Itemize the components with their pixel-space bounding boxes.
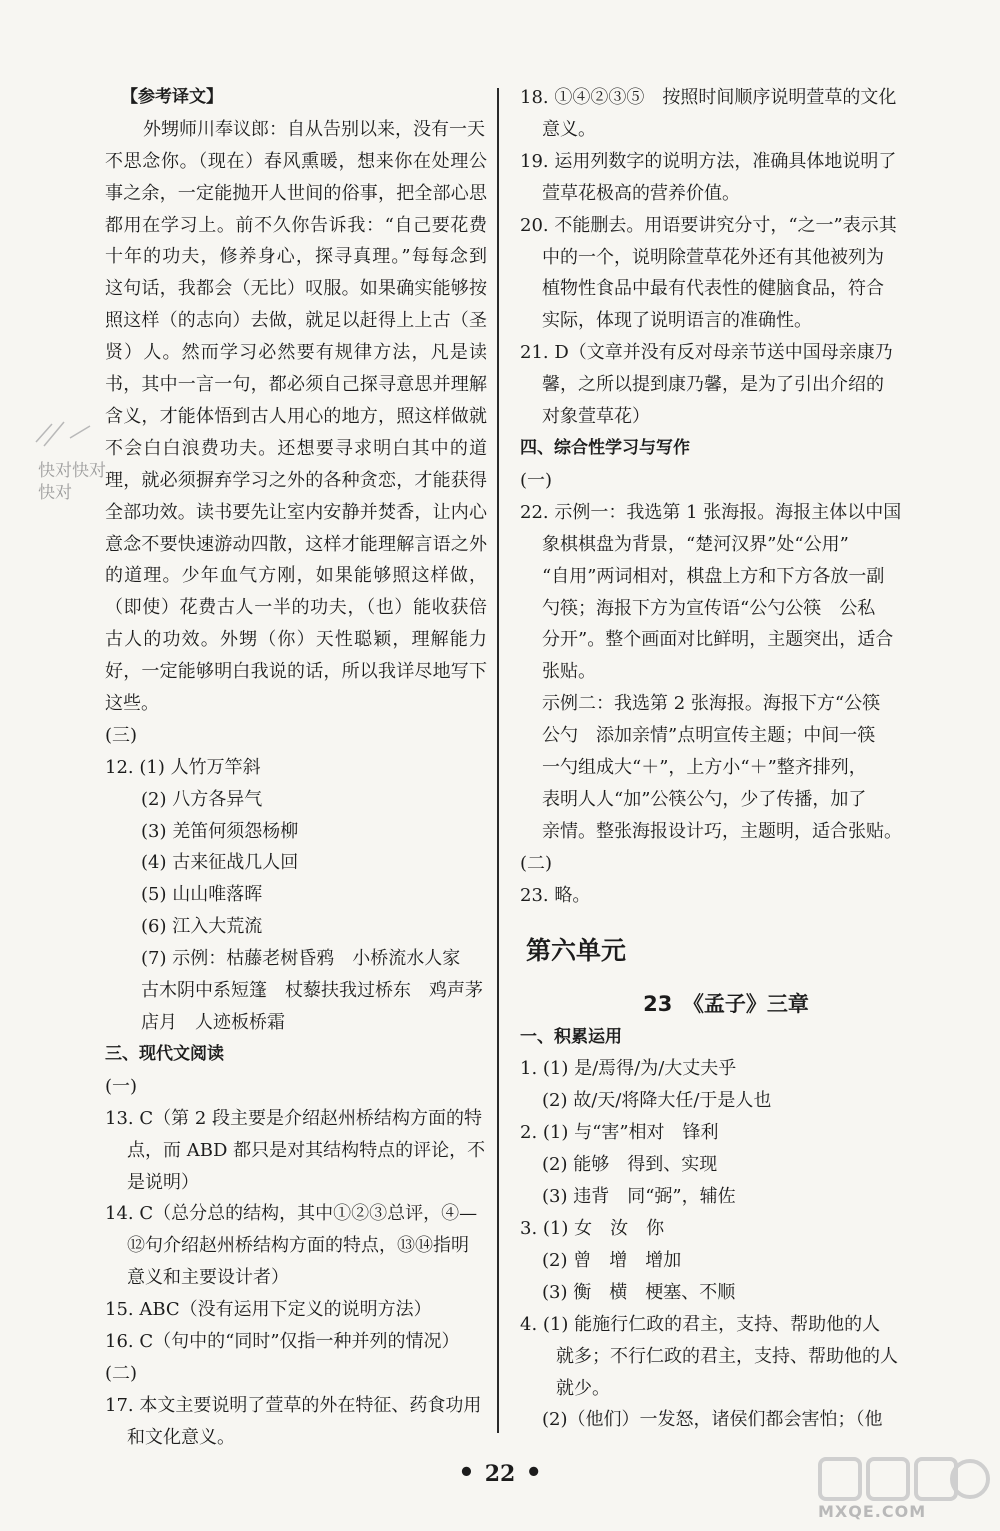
translation-line: 十年的功夫，修养身心，探寻真理。”每每念到 [105,246,487,268]
answer-line: 23. 略。 [520,884,591,906]
translation-line: 好，一定能够明白我说的话，所以我详尽地写下 [105,661,487,683]
translation-line: 理，就必须摒弃学习之外的各种贪恋，才能获得 [105,469,487,491]
part-label: (一) [105,1075,138,1097]
answer-line: 公勺 添加亲情”点明宣传主题；中间一筷 [542,725,876,747]
translation-line: 意念不要快速游动四散，这样才能理解言语之外 [105,533,487,555]
answer-line: 萱草花极高的营养价值。 [542,182,740,204]
answer-line: 示例二：我选第 2 张海报。海报下方“公筷 [542,693,881,715]
answer-line: (7) 示例：枯藤老树昏鸦 小桥流水人家 [141,948,461,970]
translation-line: 不思念你。（现在）春风熏暖，想来你在处理公 [105,150,487,172]
translation-line: 含义，才能体悟到古人用心的地方，照这样做就 [105,405,487,427]
left-column [105,82,487,1454]
answer-line: 中的一个，说明除萱草花外还有其他被列为 [542,246,884,268]
translation-line: 这句话，我都会（无比）叹服。如果确实能够按 [105,278,487,300]
part-label: (二) [105,1362,138,1384]
lesson-title: 23 《孟子》三章 [643,991,809,1016]
answer-line: (2) 曾 增 增加 [542,1249,682,1271]
answer-line: (3) 违背 同“弼”，辅佐 [542,1186,736,1208]
answer-line: 实际，体现了说明语言的准确性。 [542,310,812,332]
translation-line: （即使）花费古人一半的功夫，（也）能收获倍 [105,597,487,619]
translation-line: 的道理。少年血气方刚，如果能够照这样做， [105,565,487,587]
answer-line: 就少。 [556,1377,610,1399]
translation-line: 事之余，一定能抛开人世间的俗事，把全部心思 [105,182,487,204]
answer-line: “自用”两词相对，棋盘上方和下方各放一副 [542,565,885,587]
answer-line: 意义和主要设计者） [127,1267,289,1289]
answer-line: 19. 运用列数字的说明方法，准确具体地说明了 [520,150,897,172]
answer-line: 2. (1) 与“害”相对 锋利 [520,1122,719,1144]
part-label: (二) [520,852,553,874]
answer-line: 和文化意义。 [127,1426,235,1448]
answer-line: (5) 山山唯落晖 [141,884,263,906]
translation-line: 不会白白浪费功夫。还想要寻求明白其中的道 [105,437,487,459]
faint-stamp-line: 快对快对 [38,461,106,481]
section-heading: 三、现代文阅读 [105,1043,224,1064]
answer-line: 3. (1) 女 汝 你 [520,1218,665,1239]
translation-line: 贤）人。然而学习必然要有规律方法，凡是读 [105,342,487,364]
answer-line: (2) 八方各异气 [141,788,263,810]
section-heading: 四、综合性学习与写作 [520,437,690,458]
translation-line: 这些。 [105,692,159,714]
translation-line: 全部功效。读书要先让室内安静并焚香，让内心 [105,501,487,523]
answer-line: 14. C（总分总的结构，其中①②③总评，④— [105,1203,478,1225]
answer-line: 22. 示例一：我选第 1 张海报。海报主体以中国 [520,501,902,523]
answer-line: 一勺组成大“＋”，上方小“＋”整齐排列， [542,757,867,779]
section-heading: 一、积累运用 [520,1026,622,1047]
answer-line: 象棋棋盘为背景，“楚河汉界”处“公用” [542,533,849,555]
answer-line: 馨，之所以提到康乃馨，是为了引出介绍的 [542,374,884,396]
translation-line: 都用在学习上。前不久你告诉我：“自己要花费 [105,214,487,236]
right-column [520,82,902,1436]
unit-title: 第六单元 [526,935,627,965]
watermark-text: MXQE.COM [818,1502,927,1521]
answer-line: 4. (1) 能施行仁政的君主，支持、帮助他的人 [520,1313,881,1335]
answer-line: (2) 故/天/将降大任/于是人也 [542,1090,772,1112]
answer-line: (2)（他们）一发怒，诸侯们都会害怕；（他 [542,1409,883,1431]
faint-stamp-text [38,460,106,504]
answer-line: 植物性食品中最有代表性的健脑食品，符合 [542,278,884,300]
answer-line: 是说明） [127,1171,199,1193]
part-label: (一) [520,469,553,491]
faint-stamp-line: 快对 [38,483,72,503]
answer-line: 分开”。整个画面对比鲜明，主题突出，适合 [542,629,894,651]
answer-line: 16. C（句中的“同时”仅指一种并列的情况） [105,1331,460,1353]
translation-line: 古人的功效。外甥（你）天性聪颖，理解能力 [105,629,487,651]
question-number: 12. [105,756,134,778]
page-number-value: 22 [484,1461,516,1487]
column-divider [497,88,499,1433]
translation-line: 照这样（的志向）去做，就足以赶得上上古（圣 [105,310,487,332]
translation-line: 书，其中一言一句，都必须自己探寻意思并理解 [105,374,487,396]
answer-line: 张贴。 [542,661,596,683]
answer-line: 17. 本文主要说明了萱草的外在特征、药食功用 [105,1394,482,1416]
answer-line: (3) 羌笛何须怨杨柳 [141,820,299,842]
answer-line: 15. ABC（没有运用下定义的说明方法） [105,1299,432,1321]
reference-translation-heading: 【参考译文】 [121,87,223,107]
answer-line: (4) 古来征战几人回 [141,852,299,874]
answer-line: 亲情。整张海报设计巧，主题明，适合张贴。 [542,820,902,842]
answer-line: 勺筷；海报下方为宣传语“公勺公筷 公私 [542,597,876,619]
answer-line: 就多；不行仁政的君主，支持、帮助他的人 [556,1345,898,1367]
answer-line: 18. ①④②③⑤ 按照时间顺序说明萱草的文化 [520,87,897,108]
answer-line: 点，而 ABD 都只是对其结构特点的评论，不 [127,1139,486,1161]
answer-line: 表明人人“加”公筷公勺，少了传播，加了 [542,788,867,810]
margin-scribble-icon [30,412,110,452]
page-dot: • [458,1458,475,1488]
translation-line: 外甥师川奉议郎：自从告别以来，没有一天 [143,118,485,140]
answer-line: 21. D（文章并没有反对母亲节送中国母亲康乃 [520,342,893,364]
answer-line: 13. C（第 2 段主要是介绍赵州桥结构方面的特 [105,1107,483,1129]
answer-line: (2) 能够 得到、实现 [542,1154,718,1176]
answer-line: (3) 衡 横 梗塞、不顺 [542,1281,736,1303]
part-label: (三) [105,724,138,746]
question-12 [105,752,487,784]
answer-line: 古木阴中系短篷 杖藜扶我过桥东 鸡声茅 [141,980,483,1002]
answer-line: ⑫句介绍赵州桥结构方面的特点，⑬⑭指明 [127,1235,469,1257]
answer-line: 1. (1) 是/焉得/为/大丈夫乎 [520,1058,737,1080]
answer-line: 20. 不能删去。用语要讲究分寸，“之一”表示其 [520,214,897,236]
answer-line: (1) 人竹万竿斜 [139,756,261,778]
answer-line: 店月 人迹板桥霜 [141,1012,285,1034]
answer-line: 对象萱草花） [542,406,650,428]
page-dot: • [525,1458,542,1488]
answer-line: (6) 江入大荒流 [141,916,263,938]
answer-line: 意义。 [542,118,596,140]
